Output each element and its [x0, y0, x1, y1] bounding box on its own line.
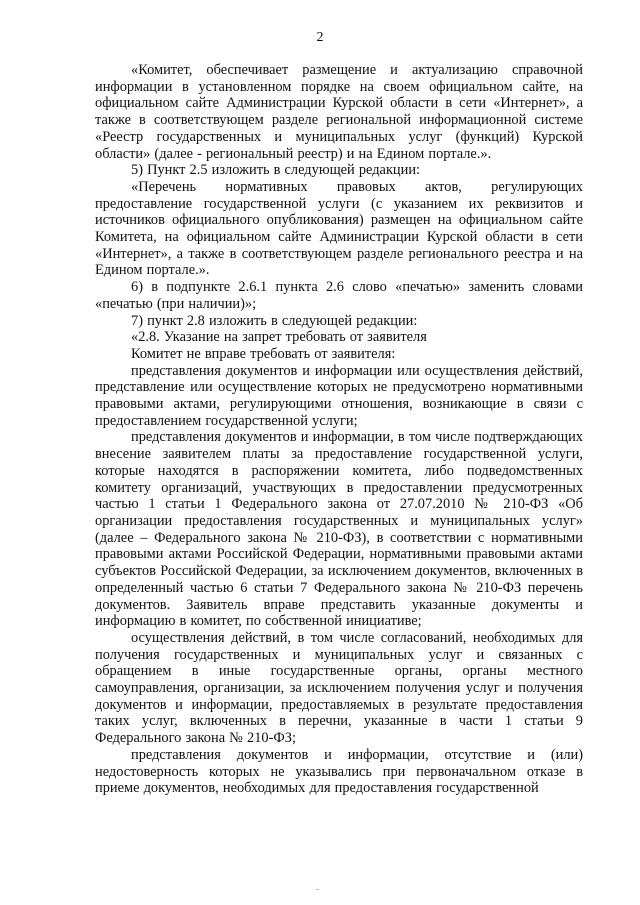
- paragraph-prohibition-4: представления документов и информации, отсутствие и (или) недостоверность которых не указывались при первоначальном отказе в приеме документов, необходимых для предоставления государственной: [95, 746, 583, 797]
- scan-speck: [316, 889, 319, 890]
- paragraph-item-5: 5) Пункт 2.5 изложить в следующей редакции:: [131, 162, 421, 179]
- paragraph-prohibition-1: представления документов и информации или осуществления действий, представление или осуществление которых не предусмотрено нормативными правовыми актами, регулирующими отношения, возникающие в связи с предоставлением государственной услуги;: [95, 362, 583, 429]
- paragraph-prohibition-2: представления документов и информации, в том числе подтверждающих внесение заявителем платы за предоставление государственной услуги, которые находятся в распоряжении комитета, либо подведомственных комитету организаций, участвующих в предоставлении предусмотренных частью 1 статьи 1 Федерального закона от 27.07.2010 № 210-ФЗ «Об организации предоставления государственных и муниципальных услуг» (далее – Федерального закона № 210-ФЗ), в соответствии с нормативными правовыми актами Российской Федерации, нормативными правовыми актами субъектов Российской Федерации, за исключением документов, включенных в определенный частью 6 статьи 7 Федерального закона № 210-ФЗ перечень документов. Заявитель вправе представить указанные документы и информацию в комитет, по собственной инициативе;: [95, 429, 583, 630]
- page-number: 2: [316, 30, 324, 45]
- paragraph-item-7: 7) пункт 2.8 изложить в следующей редакции:: [131, 312, 418, 329]
- paragraph-committee-info: «Комитет, обеспечивает размещение и актуализацию справочной информации в установленном порядке на своем официальном сайте, на официальном сайте Администрации Курской области в сети «Интернет», а также в соответствующем разделе региональной информационной системе «Реестр государственных и муниципальных услуг (функций) Курской области» (далее - региональный реестр) и на Едином портале.».: [95, 62, 583, 162]
- paragraph-prohibition-3: осуществления действий, в том числе согласований, необходимых для получения государственных и муниципальных услуг и связанных с обращением в иные государственные органы, органы местного самоуправления, организации, за исключением получения услуг и получения документов и информации, предоставляемых в результате предоставления таких услуг, включенных в перечни, указанные в части 1 статьи 9 Федерального закона № 210-ФЗ;: [95, 629, 583, 747]
- paragraph-legal-acts: «Перечень нормативных правовых актов, регулирующих предоставление государственной услуги (с указанием их реквизитов и источников официального опубликования) размещен на официальном сайте Комитета, на официальном сайте Администрации Курской области в сети «Интернет», а также в соответствующем разделе регионального реестра и на Едином портале.».: [95, 178, 583, 279]
- paragraph-section-2-8-heading: «2.8. Указание на запрет требовать от заявителя: [131, 329, 427, 346]
- paragraph-item-6: 6) в подпункте 2.6.1 пункта 2.6 слово «печатью» заменить словами «печатью (при наличии)»;: [95, 279, 583, 312]
- paragraph-committee-not-entitled: Комитет не вправе требовать от заявителя:: [131, 345, 396, 362]
- document-body: [95, 62, 583, 797]
